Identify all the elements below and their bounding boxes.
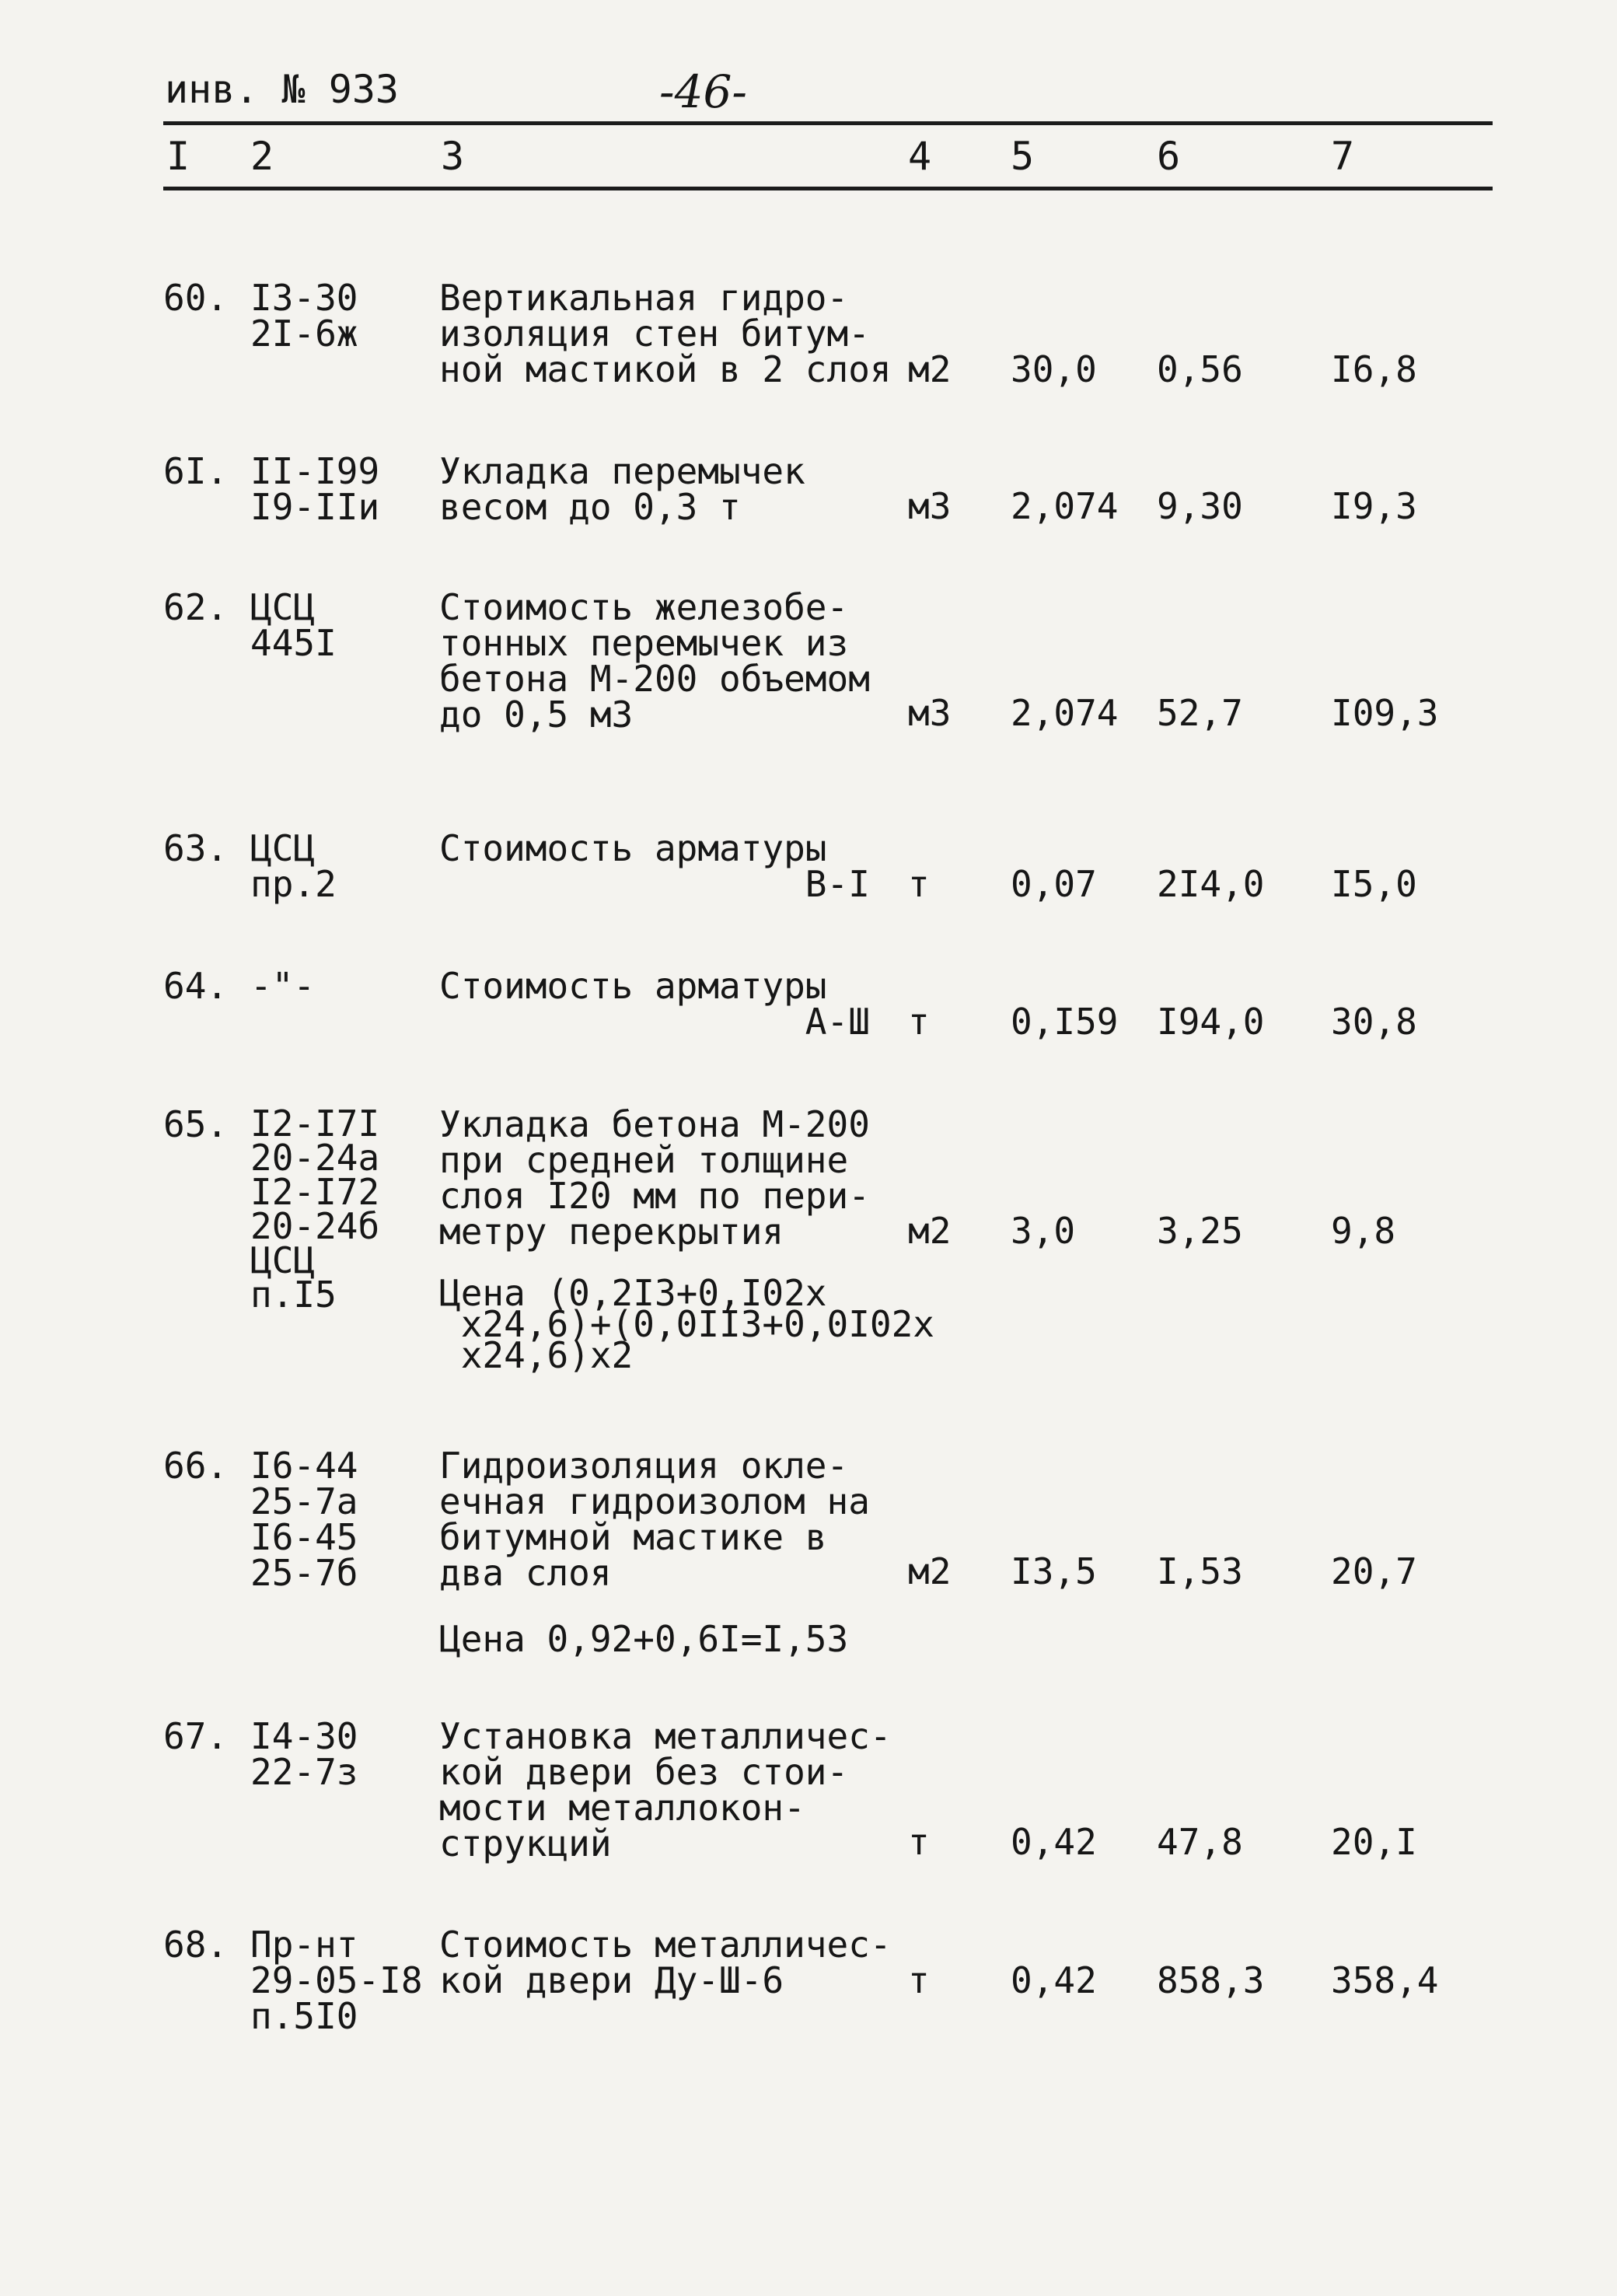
row-code: Пр-нт 29-05-I8 п.5I0 (250, 1924, 423, 2037)
row-description: Стоимость железобе- тонных перемычек из бетона М-200 объемом до 0,5 м3 (439, 586, 870, 736)
col-header-6: 6 (1157, 134, 1181, 179)
row-price-note: Цена 0,92+0,6I=I,53 (439, 1618, 849, 1660)
row-number: 66. (163, 1445, 229, 1487)
row-number: 64. (163, 965, 229, 1007)
row-total: 20,7 (1331, 1550, 1417, 1592)
row-unit-price: 858,3 (1157, 1959, 1265, 2001)
row-unit-price: 0,56 (1157, 348, 1243, 390)
row-description: Укладка перемычек весом до 0,3 т (439, 450, 805, 528)
col-header-7: 7 (1331, 134, 1355, 179)
row-total: 30,8 (1331, 1001, 1417, 1043)
row-unit-price: I94,0 (1157, 1001, 1265, 1043)
row-code: I3-30 2I-6ж (250, 277, 358, 355)
row-quantity: I3,5 (1011, 1550, 1097, 1592)
col-header-4: 4 (908, 134, 932, 179)
row-quantity: 3,0 (1011, 1210, 1076, 1252)
row-code: -"- (250, 965, 316, 1007)
row-description: Стоимость арматуры В-I (439, 827, 870, 905)
row-quantity: 30,0 (1011, 348, 1097, 390)
row-unit: т (908, 863, 930, 905)
row-number: 62. (163, 586, 229, 628)
inventory-number: инв. № 933 (165, 67, 400, 112)
col-header-1: I (166, 134, 190, 179)
row-code: ЦСЦ 445I (250, 586, 337, 664)
row-description: Стоимость арматуры А-Ш (439, 965, 870, 1043)
row-unit-price: 2I4,0 (1157, 863, 1265, 905)
row-code: ЦСЦ пр.2 (250, 827, 337, 905)
row-unit: м3 (908, 692, 952, 734)
row-unit-price: 52,7 (1157, 692, 1243, 734)
row-description: Укладка бетона М-200 при средней толщине слоя I20 мм по пери- метру перекрытия (439, 1103, 870, 1253)
row-total: I6,8 (1331, 348, 1417, 390)
row-description: Вертикальная гидро- изоляция стен битум- ной мастикой в 2 слоя (439, 277, 892, 390)
col-header-5: 5 (1011, 134, 1035, 179)
row-unit: м2 (908, 348, 952, 390)
header-bottom-rule (163, 187, 1493, 190)
row-unit-price: 9,30 (1157, 485, 1243, 527)
row-number: 67. (163, 1715, 229, 1757)
row-unit: м2 (908, 1210, 952, 1252)
row-code: II-I99 I9-IIи (250, 450, 380, 528)
row-total: I5,0 (1331, 863, 1417, 905)
row-unit: т (908, 1001, 930, 1043)
row-unit: м2 (908, 1550, 952, 1592)
col-header-3: 3 (441, 134, 465, 179)
row-unit: т (908, 1959, 930, 2001)
row-code: I4-30 22-7з (250, 1715, 358, 1793)
row-number: 65. (163, 1103, 229, 1145)
row-quantity: 0,42 (1011, 1959, 1097, 2001)
row-unit: м3 (908, 485, 952, 527)
row-unit: т (908, 1821, 930, 1863)
page-number: -46- (659, 65, 747, 118)
header-top-rule (163, 121, 1493, 125)
row-number: 60. (163, 277, 229, 319)
row-price-note: Цена (0,2I3+0,I02х х24,6)+(0,0II3+0,0I02х х24,6)х2 (439, 1272, 934, 1376)
row-total: 20,I (1331, 1821, 1417, 1863)
row-total: 358,4 (1331, 1959, 1439, 2001)
row-quantity: 0,07 (1011, 863, 1097, 905)
row-code: I6-44 25-7а I6-45 25-7б (250, 1445, 358, 1594)
row-unit-price: 47,8 (1157, 1821, 1243, 1863)
row-description: Гидроизоляция окле- ечная гидроизолом на битумной мастике в два слоя (439, 1445, 870, 1594)
row-number: 6I. (163, 450, 229, 492)
row-total: I9,3 (1331, 485, 1417, 527)
row-quantity: 2,074 (1011, 485, 1119, 527)
col-header-2: 2 (250, 134, 274, 179)
row-unit-price: 3,25 (1157, 1210, 1243, 1252)
row-number: 68. (163, 1924, 229, 1966)
row-description: Стоимость металличес- кой двери Ду-Ш-6 (439, 1924, 892, 2001)
row-number: 63. (163, 827, 229, 869)
row-total: I09,3 (1331, 692, 1439, 734)
row-total: 9,8 (1331, 1210, 1396, 1252)
row-quantity: 2,074 (1011, 692, 1119, 734)
row-unit-price: I,53 (1157, 1550, 1243, 1592)
row-code: I2-I7I 20-24а I2-I72 20-24б ЦСЦ п.I5 (250, 1103, 380, 1316)
row-quantity: 0,I59 (1011, 1001, 1119, 1043)
row-quantity: 0,42 (1011, 1821, 1097, 1863)
row-description: Установка металличес- кой двери без стои- мости металлокон- струкций (439, 1715, 892, 1864)
